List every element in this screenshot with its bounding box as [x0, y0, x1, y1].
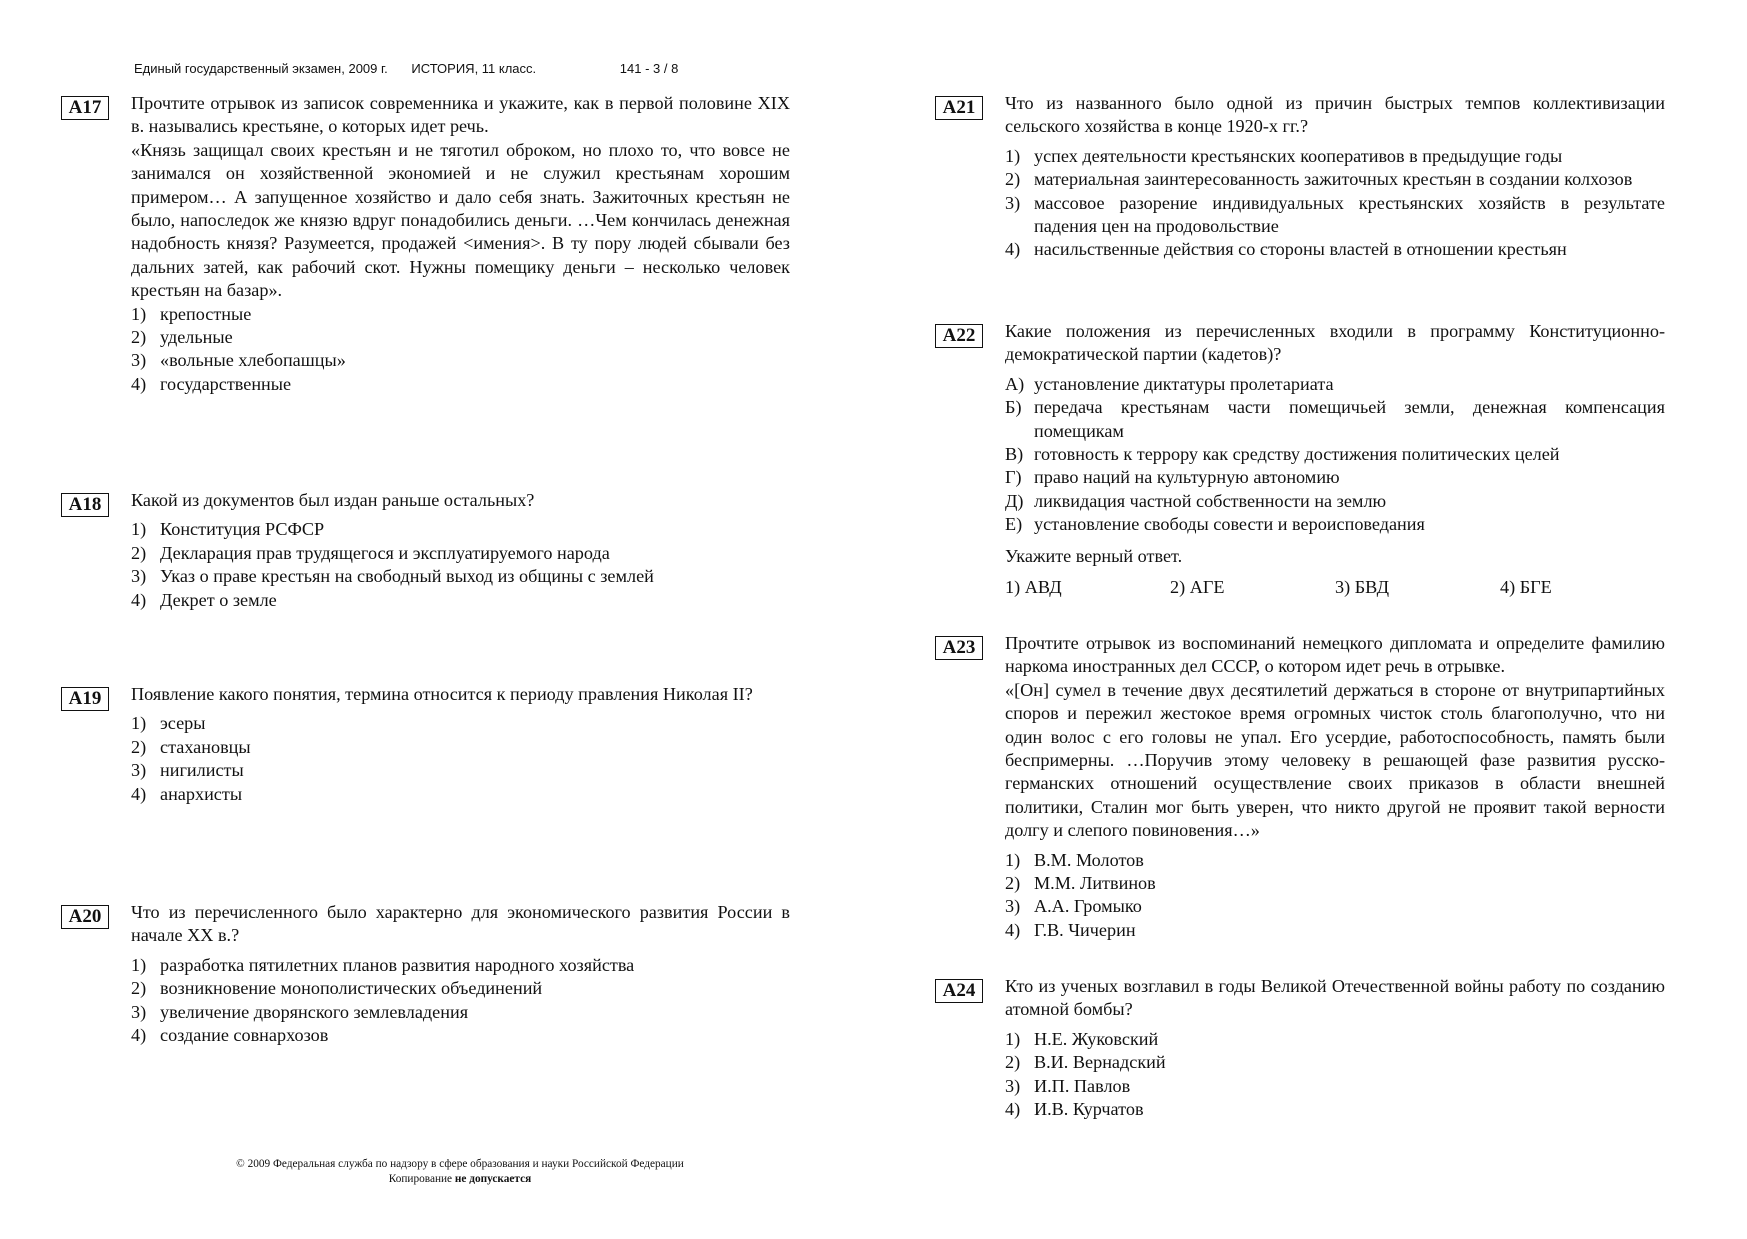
option-number: 4)	[131, 373, 147, 394]
task-a23	[935, 632, 1665, 942]
option-number: 3)	[131, 566, 147, 587]
task-question: Какие положения из перечисленных входили в программу Конституционно-демократической партии (кадетов)?	[1005, 321, 1665, 365]
task-question: Что из названного было одной из причин быстрых темпов коллективизации сельского хозяйства в конце 1920-х гг.?	[1005, 93, 1665, 137]
option-text: И.В. Курчатов	[1034, 1099, 1144, 1120]
option-number: 2)	[1005, 873, 1021, 894]
option-text: И.П. Павлов	[1034, 1075, 1131, 1096]
answer-option	[1005, 145, 1665, 168]
answer-options	[1005, 849, 1665, 943]
answer-option	[1005, 238, 1665, 261]
answer-options	[131, 303, 790, 397]
answer-option	[131, 1001, 790, 1024]
task-badge: A24	[935, 979, 983, 1003]
option-text: стахановцы	[160, 736, 251, 757]
option-number: 4)	[131, 589, 147, 610]
task-question: Прочтите отрывок из воспоминаний немецкого дипломата и определите фамилию наркома иностранных дел СССР, о котором идет речь в отрывке.	[1005, 633, 1665, 677]
header-exam: Единый государственный экзамен, 2009 г.	[134, 61, 388, 76]
option-text: Конституция РСФСР	[160, 519, 325, 540]
answer-choice: 4) БГЕ	[1500, 577, 1552, 598]
answer-choice: 3) БВД	[1335, 577, 1389, 598]
answer-option	[1005, 490, 1665, 513]
option-letter: В)	[1005, 444, 1024, 465]
option-text: крепостные	[160, 303, 252, 324]
option-number: 1)	[1005, 145, 1021, 166]
option-text: материальная заинтересованность зажиточных крестьян в создании колхозов	[1034, 169, 1633, 190]
header-page-number: 141 - 3 / 8	[619, 61, 679, 76]
answer-option	[131, 373, 790, 396]
task-question: Что из перечисленного было характерно для экономического развития России в начале XX в.?	[131, 902, 790, 946]
option-number: 1)	[131, 519, 147, 540]
option-number: 4)	[1005, 919, 1021, 940]
footer-copy-bold: не допускается	[454, 1173, 532, 1185]
answer-options	[1005, 145, 1665, 262]
answer-options	[1005, 1028, 1665, 1122]
option-text: право наций на культурную автономию	[1034, 467, 1340, 488]
answer-option	[131, 736, 790, 759]
option-letter: Г)	[1005, 467, 1022, 488]
answer-choice: 1) АВД	[1005, 577, 1062, 598]
option-number: 2)	[131, 542, 147, 563]
answer-option	[131, 518, 790, 541]
option-text: передача крестьянам части помещичьей земли, денежная компенсация помещикам	[1034, 397, 1665, 441]
option-number: 1)	[131, 713, 147, 734]
answer-options	[131, 518, 790, 612]
answer-option	[131, 1024, 790, 1047]
answer-option	[1005, 1051, 1665, 1074]
answer-option	[131, 303, 790, 326]
answer-choices	[1005, 576, 1665, 599]
task-a24	[935, 975, 1665, 1121]
option-text: А.А. Громыко	[1034, 896, 1142, 917]
answer-option	[131, 712, 790, 735]
answer-option	[131, 783, 790, 806]
option-text: готовность к террору как средству достижения политических целей	[1034, 444, 1560, 465]
answer-option	[1005, 849, 1665, 872]
answer-option	[1005, 466, 1665, 489]
option-number: 4)	[1005, 239, 1021, 260]
option-letter: Д)	[1005, 490, 1024, 511]
option-number: 4)	[1005, 1099, 1021, 1120]
option-number: 3)	[1005, 1075, 1021, 1096]
answer-choice: 2) АГЕ	[1170, 577, 1225, 598]
option-text: Г.В. Чичерин	[1034, 919, 1136, 940]
option-number: 1)	[131, 303, 147, 324]
option-number: 2)	[1005, 1052, 1021, 1073]
answer-option	[131, 565, 790, 588]
footer-copyright: © 2009 Федеральная служба по надзору в сфере образования и науки Российской Федерации	[236, 1158, 684, 1170]
option-letter: А)	[1005, 373, 1025, 394]
task-badge: A22	[935, 324, 983, 348]
answer-instruction: Укажите верный ответ.	[1005, 545, 1183, 566]
option-number: 2)	[131, 736, 147, 757]
task-question: Кто из ученых возглавил в годы Великой Отечественной войны работу по созданию атомной бомбы?	[1005, 976, 1665, 1020]
option-text: удельные	[160, 327, 233, 348]
answer-option	[1005, 1098, 1665, 1121]
task-a20	[61, 901, 790, 1047]
option-text: «вольные хлебопашцы»	[160, 350, 346, 371]
option-text: В.И. Вернадский	[1034, 1052, 1166, 1073]
task-badge: A21	[935, 96, 983, 120]
answer-option	[1005, 513, 1665, 536]
task-question: Прочтите отрывок из записок современника и укажите, как в первой половине XIX в. назывались крестьяне, о которых идет речь.	[131, 93, 790, 137]
option-text: разработка пятилетних планов развития народного хозяйства	[160, 954, 635, 975]
task-a22	[935, 320, 1665, 599]
answer-option	[131, 977, 790, 1000]
answer-option	[1005, 895, 1665, 918]
task-badge: A19	[61, 687, 109, 711]
option-text: насильственные действия со стороны властей в отношении крестьян	[1034, 239, 1567, 260]
page-header	[134, 61, 678, 76]
option-text: государственные	[160, 373, 292, 394]
option-text: успех деятельности крестьянских кооперативов в предыдущие годы	[1034, 145, 1563, 166]
task-a19	[61, 683, 790, 806]
task-badge: A20	[61, 905, 109, 929]
option-text: В.М. Молотов	[1034, 849, 1144, 870]
answer-option	[1005, 373, 1665, 396]
option-text: М.М. Литвинов	[1034, 873, 1156, 894]
option-text: ликвидация частной собственности на землю	[1034, 490, 1387, 511]
option-number: 2)	[1005, 169, 1021, 190]
option-letter: Е)	[1005, 514, 1023, 535]
answer-option	[131, 326, 790, 349]
footer-copy-notice	[195, 1172, 725, 1187]
option-text: возникновение монополистических объединений	[160, 978, 543, 999]
option-text: массовое разорение индивидуальных крестьянских хозяйств в результате падения цен на продовольствие	[1034, 192, 1665, 237]
task-a18	[61, 489, 790, 612]
option-letter: Б)	[1005, 397, 1022, 418]
option-text: Н.Е. Жуковский	[1034, 1028, 1159, 1049]
answer-options	[1005, 373, 1665, 537]
option-number: 1)	[1005, 1028, 1021, 1049]
option-text: установление диктатуры пролетариата	[1034, 373, 1334, 394]
option-text: установление свободы совести и вероисповедания	[1034, 514, 1425, 535]
task-quote: «Князь защищал своих крестьян и не тяготил оброком, но плохо то, что вовсе не занимался он хозяйственной экономией и не служил крестьянам хорошим примером… А запущенное хозяйство и дало себя знать. Зажиточных крестьян не было, напоследок же князю вдруг понадобились деньги. …Чем кончилась денежная надобность князя? Разумеется, продажей <имения>. В ту пору людей сбывали без дальних затей, как рабочий скот. Нужны помещику деньги – несколько человек крестьян на базар».	[131, 139, 790, 301]
answer-option	[131, 954, 790, 977]
option-number: 3)	[131, 1001, 147, 1022]
option-number: 4)	[131, 783, 147, 804]
answer-option	[1005, 443, 1665, 466]
task-a17	[61, 92, 790, 396]
task-quote: «[Он] сумел в течение двух десятилетий держаться в стороне от внутрипартийных споров и пережил жестокое время огромных чисток столь благополучно, что ни один волос с его головы не упал. Его усердие, работоспособность, память были беспримерны. …Поручив этому человеку в решающей фазе развития русско-германских отношений осуществление своих приказов в области внешней политики, Сталин мог быть уверен, что никто другой не проявит такой верности долгу и слепого повиновения…»	[1005, 679, 1665, 841]
answer-option	[1005, 919, 1665, 942]
answer-option	[1005, 1028, 1665, 1051]
task-question: Какой из документов был издан раньше остальных?	[131, 490, 535, 510]
option-number: 3)	[131, 760, 147, 781]
answer-option	[1005, 192, 1665, 239]
option-number: 1)	[131, 954, 147, 975]
answer-option	[1005, 1075, 1665, 1098]
option-text: Указ о праве крестьян на свободный выход из общины с землей	[160, 566, 654, 587]
option-text: нигилисты	[160, 760, 244, 781]
option-number: 3)	[1005, 896, 1021, 917]
answer-options	[131, 712, 790, 806]
option-number: 3)	[1005, 192, 1021, 213]
page-footer	[195, 1157, 725, 1187]
task-badge: A18	[61, 493, 109, 517]
header-subject: ИСТОРИЯ, 11 класс.	[411, 61, 537, 76]
answer-option	[1005, 872, 1665, 895]
option-number: 2)	[131, 327, 147, 348]
task-a21	[935, 92, 1665, 262]
option-text: Декрет о земле	[160, 589, 277, 610]
option-number: 4)	[131, 1025, 147, 1046]
answer-option	[1005, 396, 1665, 443]
option-number: 3)	[131, 350, 147, 371]
option-number: 1)	[1005, 849, 1021, 870]
option-text: увеличение дворянского землевладения	[160, 1001, 469, 1022]
option-text: эсеры	[160, 713, 206, 734]
task-badge: A23	[935, 636, 983, 660]
answer-option	[131, 589, 790, 612]
task-badge: A17	[61, 96, 109, 120]
option-text: анархисты	[160, 783, 243, 804]
answer-option	[131, 542, 790, 565]
option-text: Декларация прав трудящегося и эксплуатируемого народа	[160, 542, 610, 563]
answer-option	[131, 349, 790, 372]
task-question: Появление какого понятия, термина относится к периоду правления Николая II?	[131, 684, 753, 704]
answer-option	[1005, 168, 1665, 191]
footer-copy-prefix: Копирование	[388, 1173, 455, 1185]
option-text: создание совнархозов	[160, 1025, 329, 1046]
answer-option	[131, 759, 790, 782]
option-number: 2)	[131, 978, 147, 999]
answer-options	[131, 954, 790, 1048]
